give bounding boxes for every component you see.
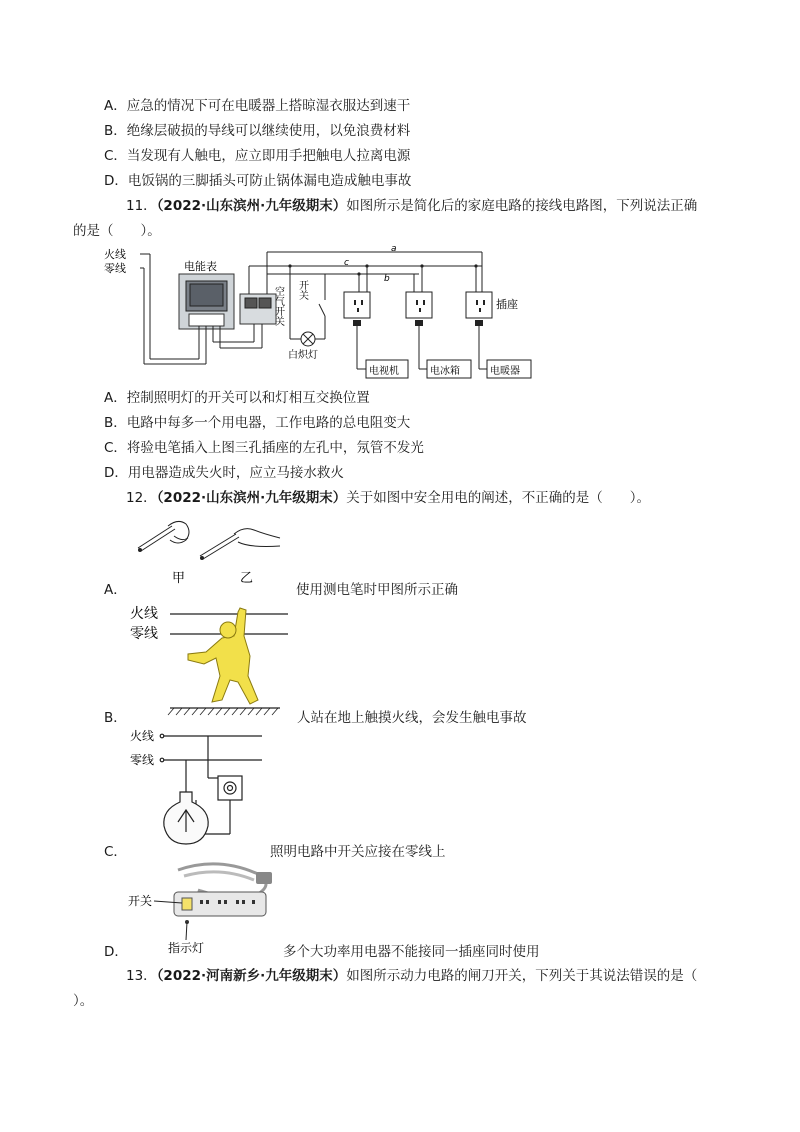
fig-heater-label: 电暖器 xyxy=(490,366,520,377)
fig-air-switch-label: 空气开关 xyxy=(272,286,284,326)
q12-d-indicator-label: 指示灯 xyxy=(168,941,205,955)
fig-point-c: c xyxy=(344,258,349,268)
q11-stem xyxy=(126,196,697,216)
q12-b-neutral-label: 零线 xyxy=(130,626,158,642)
q12-c-lighting-circuit-figure xyxy=(130,726,270,850)
fig-meter-label: 电能表 xyxy=(184,260,217,273)
fig-neutral-label: 零线 xyxy=(104,262,126,275)
q12-b-electrocution-figure xyxy=(130,596,290,720)
q10-option-d: D．电饭锅的三脚插头可防止锅体漏电造成触电事故 xyxy=(104,173,412,189)
q11-option-c: C．将验电笔插入上图三孔插座的左孔中，氖管不发光 xyxy=(104,440,424,456)
fig-point-a: a xyxy=(391,244,397,254)
q12-option-a-label: A． xyxy=(104,582,127,598)
q13-stem-text: 如图所示动力电路的闸刀开关，下列关于其说法错误的是（ xyxy=(346,968,698,984)
q11-stem-text: 如图所示是简化后的家庭电路的接线电路图，下列说法正确 xyxy=(346,198,698,214)
fig-tv-label: 电视机 xyxy=(369,366,399,377)
q12-option-a-text: 使用测电笔时甲图所示正确 xyxy=(296,582,458,598)
fig-point-b: b xyxy=(384,274,390,284)
fig-live-label: 火线 xyxy=(104,248,126,261)
q13-number: 13． xyxy=(126,968,157,984)
q12-option-b-text: 人站在地上触摸火线，会发生触电事故 xyxy=(297,710,527,726)
q12-option-d-text: 多个大功率用电器不能接同一插座同时使用 xyxy=(283,944,540,960)
q10-option-a: A．应急的情况下可在电暖器上搭晾湿衣服达到速干 xyxy=(104,98,411,114)
q12-option-b-label: B． xyxy=(104,710,127,726)
q13-stem-line2: ）。 xyxy=(73,993,94,1009)
q12-c-neutral-label: 零线 xyxy=(130,753,155,767)
q11-circuit-diagram xyxy=(104,244,544,382)
q11-option-a: A．控制照明灯的开关可以和灯相互交换位置 xyxy=(104,390,370,406)
q11-option-b: B．电路中每多一个用电器，工作电路的总电阻变大 xyxy=(104,415,411,431)
q11-stem-line2: 的是（ ）。 xyxy=(73,223,161,239)
q12-number: 12． xyxy=(126,490,157,506)
q12-d-power-strip-figure xyxy=(128,860,278,956)
q12-d-switch-label: 开关 xyxy=(128,894,153,908)
q12-stem xyxy=(126,488,650,508)
q11-option-d: D．用电器造成失火时，应立马接水救火 xyxy=(104,465,344,481)
q10-option-b: B．绝缘层破损的导线可以继续使用，以免浪费材料 xyxy=(104,123,411,139)
q11-source: （2022·山东滨州·九年级期末） xyxy=(156,198,347,214)
q12-a-yi-label: 乙 xyxy=(240,571,254,586)
q12-a-jia-label: 甲 xyxy=(172,571,186,586)
fig-fridge-label: 电冰箱 xyxy=(430,366,460,377)
q12-a-test-pen-figure xyxy=(130,512,290,588)
q13-source: （2022·河南新乡·九年级期末） xyxy=(156,968,347,984)
q12-c-live-label: 火线 xyxy=(130,729,155,743)
fig-switch-label: 开关 xyxy=(296,280,308,300)
q12-stem-text: 关于如图中安全用电的阐述，不正确的是（ ）。 xyxy=(346,490,651,506)
q12-source: （2022·山东滨州·九年级期末） xyxy=(156,490,347,506)
q12-option-c-label: C． xyxy=(104,844,127,860)
fig-socket-label: 插座 xyxy=(496,298,518,311)
fig-lamp-label: 白炽灯 xyxy=(288,350,318,361)
q13-stem xyxy=(126,966,697,986)
q12-b-live-label: 火线 xyxy=(130,606,158,622)
q12-option-c-text: 照明电路中开关应接在零线上 xyxy=(270,844,446,860)
q11-number: 11． xyxy=(126,198,157,214)
q10-option-c: C．当发现有人触电，应立即用手把触电人拉离电源 xyxy=(104,148,411,164)
q12-option-d-label: D． xyxy=(104,944,128,960)
